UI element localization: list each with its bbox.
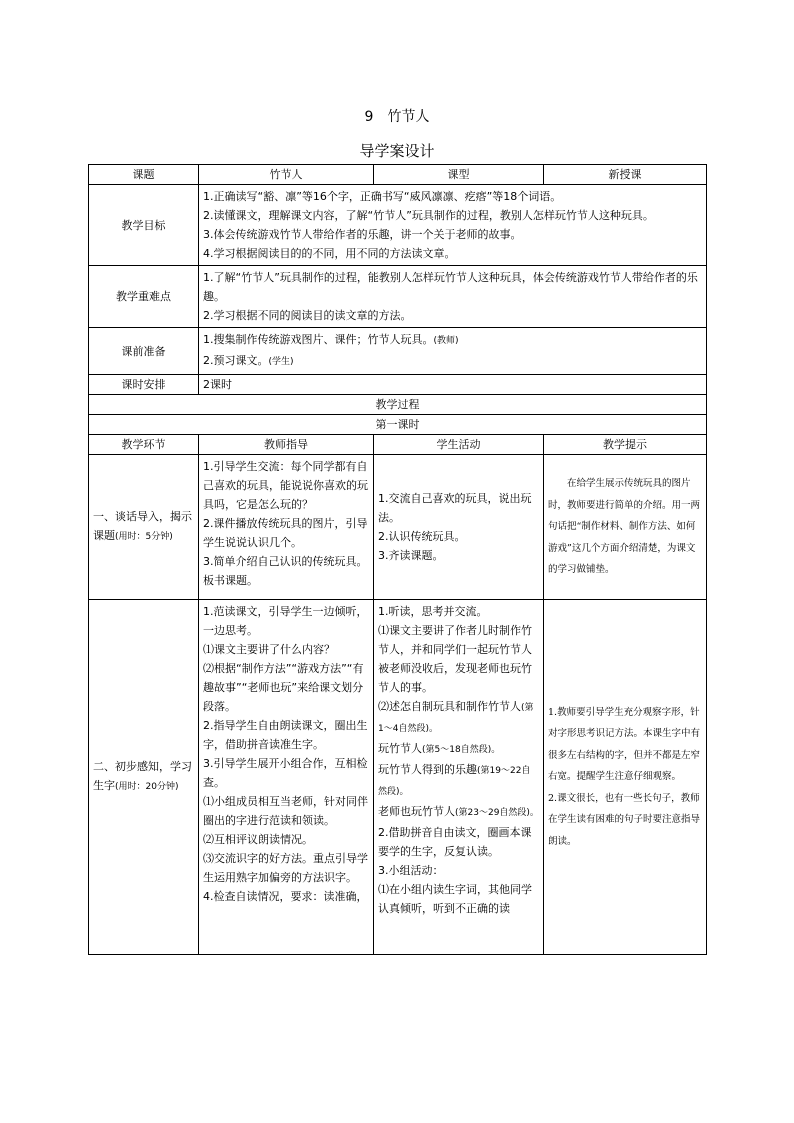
column-header: 教学提示 — [544, 435, 707, 455]
column-header: 教学环节 — [89, 435, 199, 455]
student-activity: 1.听读，思考并交流。 ⑴课文主要讲了作者儿时制作竹节人，并和同学们一起玩竹节人被老师没收后，发现老师也玩竹节人的事。 ⑵述怎自制玩具和制作竹节人(第1～4自然段)。 玩竹节人(第5～18自然段)。 玩竹节人得到的乐趣(第19～22自然段)。 老师也玩竹节人(第23～29自然段)。 2.借助拼音自由读文，圈画本课要学的生字，反复认读。 3.小组活动： ⑴在小组内读生字词，其他同学认真倾听，听到不正确的读 — [374, 600, 544, 955]
topic-row — [89, 165, 707, 185]
prep-content — [199, 328, 707, 375]
teaching-tips: 1.教师要引导学生充分观察字形，针对字形思考识记方法。本课生字中有很多左右结构的字，但并不都是左窄右宽。提醒学生注意仔细观察。 2.课文很长，也有一些长句子，教师在学生读有困难的句子时要注意指导朗读。 — [544, 600, 707, 955]
key-points-row — [89, 266, 707, 328]
prep-row — [89, 328, 707, 375]
schedule-label: 课时安排 — [89, 375, 199, 395]
step-row — [89, 455, 707, 600]
process-heading: 教学过程 — [89, 395, 707, 415]
schedule-row — [89, 375, 707, 395]
step-phase: 二、初步感知，学习生字(用时：20分钟) — [89, 600, 199, 955]
teacher-guidance: 1.引导学生交流：每个同学都有自己喜欢的玩具，能说说你喜欢的玩具吗，它是怎么玩的？ 2.课件播放传统玩具的图片，引导学生说说认识几个。 3.简单介绍自己认识的传统玩具。板书课题。 — [199, 455, 374, 600]
step-row — [89, 600, 707, 955]
column-header-row — [89, 435, 707, 455]
goals-row — [89, 185, 707, 266]
key-point-item: 2.学习根据不同的阅读目的读文章的方法。 — [203, 309, 412, 322]
document-subtitle: 导学案设计 — [359, 142, 435, 160]
goal-item: 1.正确读写“豁、凛”等16个字，正确书写“威风凛凛、疙瘩”等18个词语。 — [203, 190, 562, 203]
goal-item: 3.体会传统游戏竹节人带给作者的乐趣，讲一个关于老师的故事。 — [203, 228, 522, 241]
goal-item: 4.学习根据阅读目的的不同，用不同的方法读文章。 — [203, 247, 456, 260]
topic-value: 竹节人 — [199, 165, 374, 185]
lesson-heading: 第一课时 — [89, 415, 707, 435]
teaching-tips: 在给学生展示传统玩具的图片时，教师要进行简单的介绍。用一两句话把“制作材料、制作方法、如何游戏”这几个方面介绍清楚，为课文的学习做铺垫。 — [544, 455, 707, 600]
prep-label: 课前准备 — [89, 328, 199, 375]
lesson-title: 9 竹节人 — [364, 109, 430, 125]
step-phase: 一、谈话导入，揭示课题(用时：5分钟) — [89, 455, 199, 600]
student-activity: 1.交流自己喜欢的玩具，说出玩法。 2.认识传统玩具。 3.齐读课题。 — [374, 455, 544, 600]
goal-item: 2.读懂课文，理解课文内容，了解“竹节人”玩具制作的过程，教别人怎样玩竹节人这种玩具。 — [203, 209, 654, 222]
prep-item: 2.预习课文。(学生) — [203, 354, 294, 367]
column-header: 教师指导 — [199, 435, 374, 455]
schedule-value: 2课时 — [199, 375, 707, 395]
key-point-item: 1.了解“竹节人”玩具制作的过程，能教别人怎样玩竹节人这种玩具，体会传统游戏竹节人带给作者的乐趣。 — [203, 271, 698, 303]
type-value: 新授课 — [544, 165, 707, 185]
lesson-plan-table — [88, 164, 707, 955]
column-header: 学生活动 — [374, 435, 544, 455]
key-points-content — [199, 266, 707, 328]
process-heading-row — [89, 395, 707, 415]
teacher-guidance: 1.范读课文，引导学生一边倾听，一边思考。 ⑴课文主要讲了什么内容？ ⑵根据“制作方法”“游戏方法”“有趣故事”“老师也玩”来给课文划分段落。 2.指导学生自由朗读课文，圈出生字，借助拼音读准生字。 3.引导学生展开小组合作，互相检查。 ⑴小组成员相互当老师，针对同伴圈出的字进行范读和领读。 ⑵互相评议朗读情况。 ⑶交流识字的好方法。重点引导学生运用熟字加偏旁的方法识字。 4.检查自读情况，要求：读准确， — [199, 600, 374, 955]
key-points-label: 教学重难点 — [89, 266, 199, 328]
prep-item: 1.搜集制作传统游戏图片、课件；竹节人玩具。(教师) — [203, 333, 459, 346]
topic-label: 课题 — [89, 165, 199, 185]
goals-content — [199, 185, 707, 266]
lesson-heading-row — [89, 415, 707, 435]
type-label: 课型 — [374, 165, 544, 185]
goals-label: 教学目标 — [89, 185, 199, 266]
